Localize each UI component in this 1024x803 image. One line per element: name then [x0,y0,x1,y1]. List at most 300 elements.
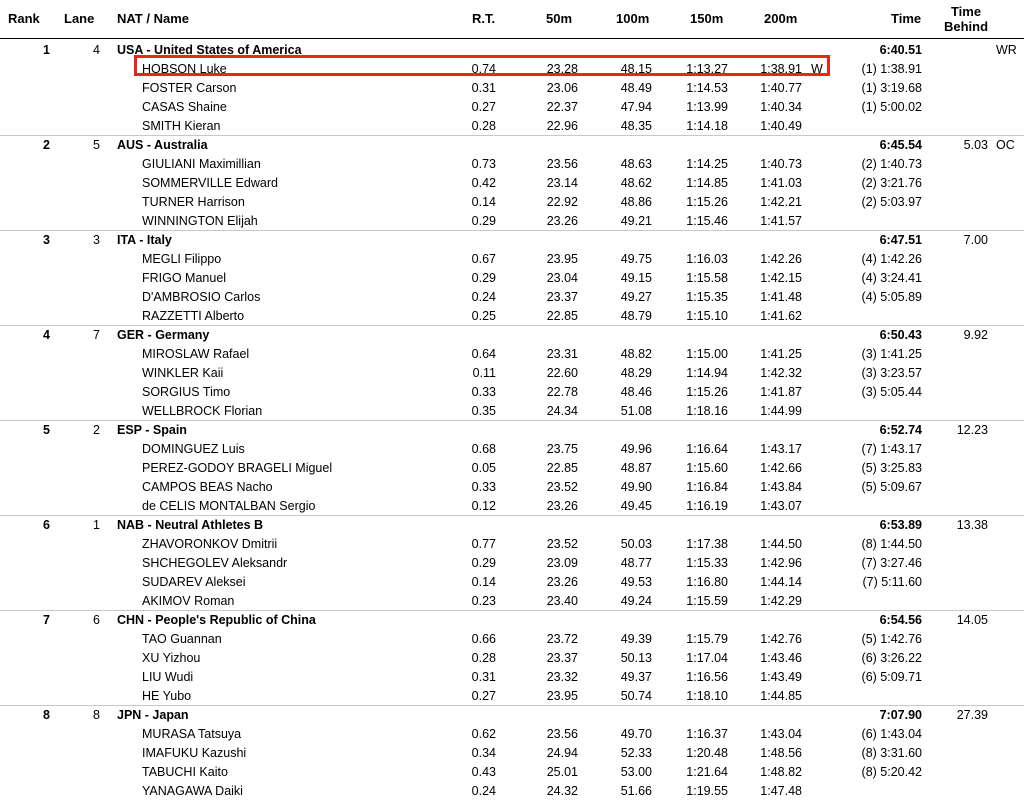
team-lane: 8 [93,708,100,722]
split-200m: 1:42.26 [760,252,802,266]
reaction-time: 0.35 [471,404,496,418]
team-rank: 6 [43,518,50,532]
swimmer-name: TURNER Harrison [142,195,245,209]
cumulative-split: (2) 1:40.73 [861,157,922,171]
swimmer-name: TABUCHI Kaito [142,765,228,779]
team-time: 6:52.74 [879,423,922,437]
split-200m: 1:42.21 [760,195,802,209]
split-200m: 1:41.57 [760,214,802,228]
reaction-time: 0.14 [471,195,496,209]
split-200m: 1:43.04 [760,727,802,741]
split-100m: 50.03 [620,537,652,551]
split-200m: 1:40.49 [760,119,802,133]
split-150m: 1:18.10 [686,689,728,703]
split-200m: 1:48.82 [760,765,802,779]
split-50m: 23.52 [546,537,578,551]
split-150m: 1:15.26 [686,385,728,399]
split-50m: 23.09 [546,556,578,570]
split-200m: 1:41.25 [760,347,802,361]
cumulative-split: (7) 5:11.60 [862,575,922,589]
split-200m: 1:44.99 [760,404,802,418]
team-rank: 5 [43,423,50,437]
reaction-time: 0.05 [471,461,496,475]
split-100m: 49.27 [620,290,652,304]
split-50m: 24.94 [546,746,578,760]
split-100m: 48.15 [620,62,652,76]
cumulative-split: (2) 3:21.76 [861,176,922,190]
split-100m: 50.74 [620,689,652,703]
split-150m: 1:15.79 [686,632,728,646]
split-100m: 48.86 [620,195,652,209]
team-row [0,325,1024,344]
record-flag: W [811,62,823,76]
reaction-time: 0.28 [471,119,496,133]
split-100m: 49.96 [620,442,652,456]
split-100m: 49.45 [620,499,652,513]
split-200m: 1:42.15 [760,271,802,285]
header-150m: 150m [690,11,724,26]
swimmer-row [0,154,1024,173]
swimmer-name: ZHAVORONKOV Dmitrii [142,537,278,551]
split-150m: 1:19.55 [686,784,728,798]
swimmer-row [0,78,1024,97]
swimmer-row [0,287,1024,306]
swimmer-name: CAMPOS BEAS Nacho [142,480,273,494]
split-50m: 24.34 [546,404,578,418]
team-rank: 7 [43,613,50,627]
split-50m: 23.04 [546,271,578,285]
reaction-time: 0.66 [471,632,496,646]
reaction-time: 0.31 [471,670,496,684]
team-rank: 8 [43,708,50,722]
cumulative-split: (5) 1:42.76 [861,632,922,646]
split-200m: 1:48.56 [760,746,802,760]
split-150m: 1:15.35 [686,290,728,304]
header-rule [0,38,1024,39]
team-rank: 3 [43,233,50,247]
swimmer-row [0,591,1024,610]
swimmer-name: de CELIS MONTALBAN Sergio [142,499,316,513]
swimmer-name: SMITH Kieran [142,119,221,133]
team-row [0,135,1024,154]
swimmer-name: WINKLER Kaii [142,366,224,380]
split-100m: 47.94 [620,100,652,114]
cumulative-split: (8) 5:20.42 [861,765,922,779]
split-150m: 1:13.27 [686,62,728,76]
team-record: WR [996,43,1017,57]
swimmer-row [0,211,1024,230]
split-50m: 22.85 [546,309,578,323]
swimmer-name: DOMINGUEZ Luis [142,442,245,456]
split-200m: 1:42.66 [760,461,802,475]
team-name: USA - United States of America [117,43,302,57]
split-50m: 23.56 [546,727,578,741]
swimmer-row [0,572,1024,591]
team-row [0,230,1024,249]
team-time: 7:07.90 [879,708,922,722]
reaction-time: 0.14 [471,575,496,589]
split-50m: 23.56 [546,157,578,171]
team-name: ITA - Italy [117,233,172,247]
split-150m: 1:16.56 [686,670,728,684]
split-150m: 1:16.37 [686,727,728,741]
split-200m: 1:43.49 [760,670,802,684]
split-200m: 1:42.29 [760,594,802,608]
split-100m: 48.46 [620,385,652,399]
split-100m: 48.82 [620,347,652,361]
swimmer-name: FRIGO Manuel [142,271,227,285]
swimmer-row [0,477,1024,496]
swimmer-row [0,724,1024,743]
split-200m: 1:40.73 [760,157,802,171]
swimmer-name: IMAFUKU Kazushi [142,746,247,760]
split-200m: 1:41.62 [760,309,802,323]
header-time-behind-line2: Behind [943,19,989,34]
split-100m: 49.75 [620,252,652,266]
cumulative-split: (4) 3:24.41 [861,271,922,285]
swimmer-row [0,439,1024,458]
reaction-time: 0.33 [471,385,496,399]
cumulative-split: (6) 3:26.22 [861,651,922,665]
team-time: 6:50.43 [879,328,922,342]
swimmer-row [0,667,1024,686]
split-200m: 1:40.34 [760,100,802,114]
split-150m: 1:15.59 [686,594,728,608]
reaction-time: 0.64 [471,347,496,361]
split-100m: 53.00 [620,765,652,779]
reaction-time: 0.29 [471,271,496,285]
reaction-time: 0.31 [471,81,496,95]
cumulative-split: (2) 5:03.97 [861,195,922,209]
reaction-time: 0.43 [471,765,496,779]
split-50m: 23.72 [546,632,578,646]
split-200m: 1:40.77 [760,81,802,95]
swimmer-row [0,781,1024,800]
split-200m: 1:43.17 [760,442,802,456]
swimmer-name: LIU Wudi [142,670,194,684]
split-50m: 24.32 [546,784,578,798]
swimmer-name: SHCHEGOLEV Aleksandr [142,556,288,570]
cumulative-split: (8) 3:31.60 [861,746,922,760]
swimmer-row [0,648,1024,667]
swimmer-row [0,458,1024,477]
team-time-behind: 12.23 [956,423,988,437]
header-time: Time [891,11,922,26]
cumulative-split: (7) 1:43.17 [861,442,922,456]
reaction-time: 0.62 [471,727,496,741]
swimmer-name: MEGLI Filippo [142,252,222,266]
swimmer-row [0,249,1024,268]
split-150m: 1:15.33 [686,556,728,570]
reaction-time: 0.28 [471,651,496,665]
split-150m: 1:17.04 [686,651,728,665]
swimmer-row [0,382,1024,401]
team-time: 6:54.56 [879,613,922,627]
swimmer-name: SUDAREV Aleksei [142,575,246,589]
split-200m: 1:41.48 [760,290,802,304]
reaction-time: 0.67 [471,252,496,266]
team-time: 6:40.51 [879,43,922,57]
split-200m: 1:41.87 [760,385,802,399]
team-time-behind: 14.05 [956,613,988,627]
team-time: 6:53.89 [879,518,922,532]
team-time: 6:47.51 [879,233,922,247]
swimmer-name: HE Yubo [142,689,192,703]
split-200m: 1:38.91 [760,62,802,76]
split-50m: 22.85 [546,461,578,475]
reaction-time: 0.74 [471,62,496,76]
swimmer-name: HOBSON Luke [142,62,227,76]
split-100m: 49.21 [620,214,652,228]
split-50m: 23.26 [546,214,578,228]
reaction-time: 0.29 [471,556,496,570]
reaction-time: 0.11 [472,366,496,380]
reaction-time: 0.24 [471,784,496,798]
split-50m: 23.52 [546,480,578,494]
swimmer-row [0,496,1024,515]
split-100m: 50.13 [620,651,652,665]
split-50m: 23.06 [546,81,578,95]
swimmer-row [0,401,1024,420]
swimmer-row [0,363,1024,382]
split-100m: 48.62 [620,176,652,190]
swimmer-name: SORGIUS Timo [142,385,231,399]
swimmer-name: RAZZETTI Alberto [142,309,245,323]
swimmer-name: D'AMBROSIO Carlos [142,290,261,304]
swimmer-row [0,686,1024,705]
split-100m: 49.90 [620,480,652,494]
split-50m: 23.95 [546,689,578,703]
split-50m: 25.01 [546,765,578,779]
swimmer-row [0,629,1024,648]
split-150m: 1:15.10 [686,309,728,323]
swimmer-row [0,553,1024,572]
reaction-time: 0.27 [471,100,496,114]
swimmer-row [0,534,1024,553]
split-100m: 48.49 [620,81,652,95]
split-150m: 1:15.26 [686,195,728,209]
header-time-behind-line1: Time [950,4,982,19]
cumulative-split: (7) 3:27.46 [861,556,922,570]
team-lane: 6 [93,613,100,627]
swimmer-name: AKIMOV Roman [142,594,235,608]
cumulative-split: (4) 1:42.26 [861,252,922,266]
split-150m: 1:14.85 [686,176,728,190]
reaction-time: 0.42 [471,176,496,190]
swimmer-name: CASAS Shaine [142,100,227,114]
swimmer-row [0,116,1024,135]
swimmer-row [0,344,1024,363]
split-100m: 48.77 [620,556,652,570]
split-200m: 1:44.85 [760,689,802,703]
team-lane: 3 [93,233,100,247]
reaction-time: 0.25 [471,309,496,323]
split-150m: 1:18.16 [686,404,728,418]
team-lane: 5 [93,138,100,152]
reaction-time: 0.34 [471,746,496,760]
split-50m: 23.75 [546,442,578,456]
swimmer-name: PEREZ-GODOY BRAGELI Miguel [142,461,333,475]
split-100m: 49.39 [620,632,652,646]
team-row [0,515,1024,534]
team-rank: 2 [43,138,50,152]
team-record: OC [996,138,1015,152]
header-50m: 50m [546,11,573,26]
swimmer-name: WINNINGTON Elijah [142,214,258,228]
split-50m: 23.26 [546,575,578,589]
team-lane: 7 [93,328,100,342]
header-100m: 100m [616,11,650,26]
swimmer-name: XU Yizhou [142,651,201,665]
split-50m: 23.40 [546,594,578,608]
team-time: 6:45.54 [879,138,922,152]
swimmer-row [0,173,1024,192]
cumulative-split: (5) 5:09.67 [861,480,922,494]
cumulative-split: (1) 5:00.02 [861,100,922,114]
split-150m: 1:17.38 [686,537,728,551]
split-100m: 49.24 [620,594,652,608]
swimmer-name: MIROSLAW Rafael [142,347,250,361]
swimmer-name: GIULIANI Maximillian [142,157,261,171]
reaction-time: 0.24 [471,290,496,304]
cumulative-split: (5) 3:25.83 [861,461,922,475]
reaction-time: 0.33 [471,480,496,494]
split-200m: 1:42.96 [760,556,802,570]
team-rank: 4 [43,328,50,342]
cumulative-split: (1) 3:19.68 [861,81,922,95]
split-200m: 1:42.32 [760,366,802,380]
swimmer-row [0,743,1024,762]
split-100m: 49.15 [620,271,652,285]
team-name: JPN - Japan [117,708,189,722]
team-time-behind: 27.39 [956,708,988,722]
split-150m: 1:16.19 [686,499,728,513]
reaction-time: 0.12 [471,499,496,513]
split-100m: 51.66 [620,784,652,798]
team-row [0,420,1024,439]
split-50m: 23.37 [546,290,578,304]
split-150m: 1:14.53 [686,81,728,95]
split-200m: 1:43.46 [760,651,802,665]
split-50m: 22.78 [546,385,578,399]
split-100m: 48.29 [620,366,652,380]
header-lane: Lane [64,11,95,26]
cumulative-split: (1) 1:38.91 [861,62,922,76]
swimmer-row [0,306,1024,325]
split-200m: 1:44.14 [760,575,802,589]
reaction-time: 0.27 [471,689,496,703]
split-100m: 48.35 [620,119,652,133]
team-name: GER - Germany [117,328,210,342]
team-time-behind: 13.38 [956,518,988,532]
split-50m: 22.60 [546,366,578,380]
cumulative-split: (3) 5:05.44 [861,385,922,399]
split-100m: 49.37 [620,670,652,684]
reaction-time: 0.29 [471,214,496,228]
split-50m: 23.31 [546,347,578,361]
split-150m: 1:15.60 [686,461,728,475]
team-time-behind: 9.92 [963,328,988,342]
split-50m: 22.96 [546,119,578,133]
split-200m: 1:47.48 [760,784,802,798]
split-150m: 1:16.64 [686,442,728,456]
split-150m: 1:15.58 [686,271,728,285]
swimmer-name: FOSTER Carson [142,81,237,95]
split-150m: 1:16.84 [686,480,728,494]
cumulative-split: (4) 5:05.89 [861,290,922,304]
team-lane: 2 [93,423,100,437]
header-name: NAT / Name [117,11,189,26]
header-200m: 200m [764,11,798,26]
split-50m: 23.28 [546,62,578,76]
cumulative-split: (3) 3:23.57 [861,366,922,380]
split-50m: 23.32 [546,670,578,684]
split-150m: 1:15.46 [686,214,728,228]
split-150m: 1:14.94 [686,366,728,380]
split-150m: 1:14.18 [686,119,728,133]
split-200m: 1:43.07 [760,499,802,513]
split-100m: 48.63 [620,157,652,171]
split-50m: 22.37 [546,100,578,114]
swimmer-name: WELLBROCK Florian [142,404,263,418]
split-200m: 1:42.76 [760,632,802,646]
split-150m: 1:16.03 [686,252,728,266]
swimmer-row [0,268,1024,287]
team-row [0,610,1024,629]
highlight-box [134,55,830,76]
team-time-behind: 7.00 [963,233,988,247]
split-150m: 1:14.25 [686,157,728,171]
split-100m: 49.70 [620,727,652,741]
split-100m: 49.53 [620,575,652,589]
split-150m: 1:13.99 [686,100,728,114]
header-time-behind [940,4,992,34]
team-lane: 4 [93,43,100,57]
split-200m: 1:43.84 [760,480,802,494]
reaction-time: 0.77 [471,537,496,551]
split-150m: 1:15.00 [686,347,728,361]
swimmer-name: SOMMERVILLE Edward [142,176,278,190]
split-100m: 48.79 [620,309,652,323]
split-50m: 23.14 [546,176,578,190]
split-150m: 1:21.64 [686,765,728,779]
split-50m: 23.95 [546,252,578,266]
header-rank: Rank [8,11,40,26]
swimmer-name: YANAGAWA Daiki [142,784,243,798]
swimmer-row [0,192,1024,211]
reaction-time: 0.73 [471,157,496,171]
team-name: NAB - Neutral Athletes B [117,518,264,532]
split-150m: 1:20.48 [686,746,728,760]
cumulative-split: (6) 1:43.04 [861,727,922,741]
split-100m: 52.33 [620,746,652,760]
team-name: AUS - Australia [117,138,208,152]
team-time-behind: 5.03 [963,138,988,152]
reaction-time: 0.68 [471,442,496,456]
swimmer-row [0,97,1024,116]
cumulative-split: (6) 5:09.71 [861,670,922,684]
header-reaction-time: R.T. [472,11,496,26]
reaction-time: 0.23 [471,594,496,608]
split-100m: 48.87 [620,461,652,475]
split-200m: 1:44.50 [760,537,802,551]
split-50m: 23.26 [546,499,578,513]
team-rank: 1 [43,43,50,57]
split-50m: 22.92 [546,195,578,209]
cumulative-split: (8) 1:44.50 [861,537,922,551]
team-name: ESP - Spain [117,423,187,437]
split-50m: 23.37 [546,651,578,665]
